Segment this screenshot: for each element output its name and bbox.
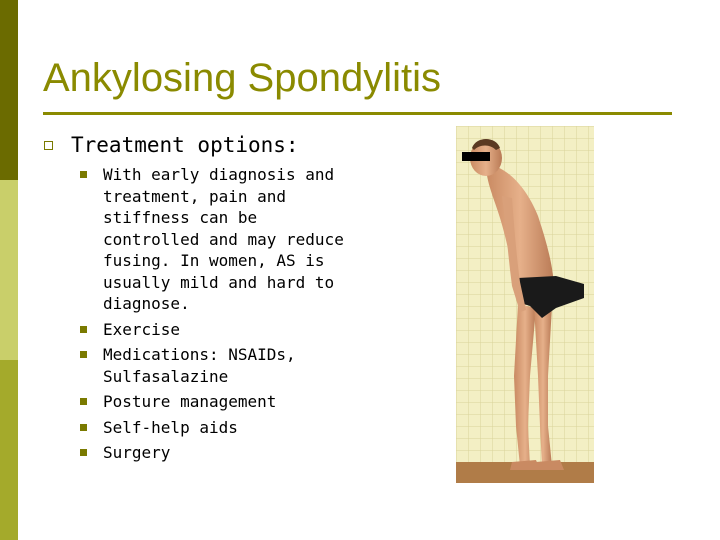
side-stripe-middle xyxy=(0,180,18,360)
list-item-text: Posture management xyxy=(103,392,277,411)
list-item-text: Surgery xyxy=(103,443,171,462)
slide-title: Ankylosing Spondylitis xyxy=(43,56,441,100)
list-item xyxy=(80,417,345,439)
list-item-text: With early diagnosis and treatment, pain and stiffness can be controlled and may reduce fusing. In women, AS is usually mild and hard to diagnose. xyxy=(103,165,344,313)
filled-square-bullet-icon xyxy=(80,326,87,333)
list-item-text: Medications: NSAIDs, Sulfasalazine xyxy=(103,345,296,386)
list-item xyxy=(80,442,345,464)
side-stripe-bottom xyxy=(0,360,18,540)
title-underline xyxy=(43,112,672,115)
list-item xyxy=(80,344,345,387)
filled-square-bullet-icon xyxy=(80,171,87,178)
filled-square-bullet-icon xyxy=(80,449,87,456)
filled-square-bullet-icon xyxy=(80,351,87,358)
list-item-text: Exercise xyxy=(103,319,181,339)
square-bullet-icon xyxy=(44,141,53,150)
treatment-heading: Treatment options: xyxy=(71,133,299,157)
filled-square-bullet-icon xyxy=(80,424,87,431)
side-stripe-top xyxy=(0,0,18,180)
list-item xyxy=(80,164,345,315)
list-item xyxy=(80,319,345,341)
patient-posture-photo xyxy=(456,126,594,483)
list-item xyxy=(80,391,345,413)
filled-square-bullet-icon xyxy=(80,398,87,405)
treatment-list xyxy=(80,164,345,468)
list-item-text: Self-help aids xyxy=(103,417,238,437)
